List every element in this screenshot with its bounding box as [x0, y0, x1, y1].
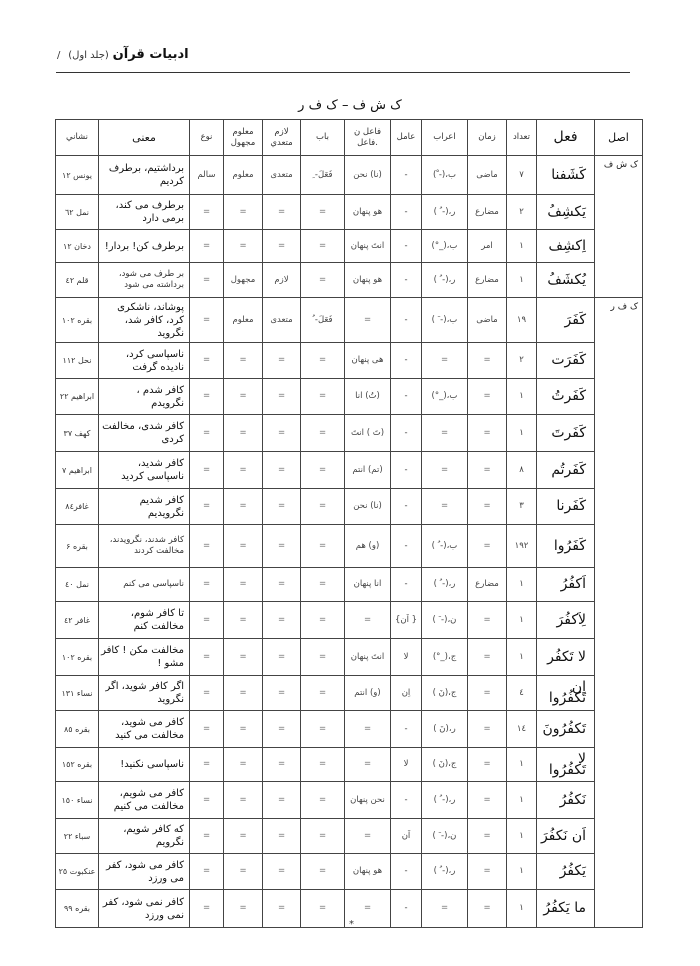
- pattern-cell: =: [301, 263, 345, 298]
- governor-cell: -: [391, 195, 422, 230]
- governor-cell: لا: [391, 639, 422, 676]
- col-pattern: باب: [301, 120, 345, 156]
- tense-cell: =: [468, 379, 507, 415]
- reference-cell: بقره ١٠٢: [56, 639, 99, 676]
- count-cell: ٤: [507, 676, 537, 711]
- voice-cell: =: [224, 748, 263, 782]
- table-row: [56, 489, 643, 525]
- verb-cell: اِن تَكفُرُوا: [537, 676, 595, 711]
- subject-cell: انتَ پنهان: [345, 230, 391, 263]
- tense-cell: =: [468, 525, 507, 568]
- type-cell: =: [190, 748, 224, 782]
- subject-cell: هو پنهان: [345, 854, 391, 890]
- inflection-cell: ب،(- ُ ): [422, 525, 468, 568]
- pattern-cell: =: [301, 602, 345, 639]
- reference-cell: غافر٨٤: [56, 489, 99, 525]
- voice-cell: =: [224, 415, 263, 452]
- tense-cell: =: [468, 890, 507, 928]
- count-cell: ١: [507, 568, 537, 602]
- table-row: [56, 415, 643, 452]
- reference-cell: نحل ١١٢: [56, 343, 99, 379]
- col-count: تعداد: [507, 120, 537, 156]
- pattern-cell: =: [301, 195, 345, 230]
- count-cell: ١: [507, 379, 537, 415]
- tense-cell: =: [468, 452, 507, 489]
- tense-cell: =: [468, 676, 507, 711]
- pattern-cell: فَعَلَ- ُ: [301, 298, 345, 343]
- meaning-cell: کافر می شود، کفر می ورزد: [99, 854, 190, 890]
- inflection-cell: ج،(_°): [422, 639, 468, 676]
- count-cell: ١: [507, 819, 537, 854]
- reference-cell: غافر ٤٢: [56, 602, 99, 639]
- inflection-cell: ر،(- ُ ): [422, 854, 468, 890]
- verb-cell: اِكشِف: [537, 230, 595, 263]
- reference-cell: ابراهیم ٢٢: [56, 379, 99, 415]
- table-row: [56, 711, 643, 748]
- tense-cell: =: [468, 415, 507, 452]
- inflection-cell: ر،(نَ ): [422, 711, 468, 748]
- governor-cell: -: [391, 854, 422, 890]
- reference-cell: قلم ٤٢: [56, 263, 99, 298]
- count-cell: ١: [507, 415, 537, 452]
- type-cell: =: [190, 489, 224, 525]
- meaning-cell: ناسپاسی نکنید!: [99, 748, 190, 782]
- subject-cell: هو پنهان: [345, 263, 391, 298]
- voice-cell: =: [224, 452, 263, 489]
- pattern-cell: =: [301, 525, 345, 568]
- col-subject: فاعل ن .فاعل: [345, 120, 391, 156]
- subject-cell: (نا) نحن: [345, 156, 391, 195]
- transitivity-cell: =: [263, 676, 301, 711]
- voice-cell: معلوم: [224, 298, 263, 343]
- table-row: [56, 602, 643, 639]
- tense-cell: مضارع: [468, 568, 507, 602]
- inflection-cell: =: [422, 489, 468, 525]
- tense-cell: =: [468, 854, 507, 890]
- col-transitivity: لازم متعدي: [263, 120, 301, 156]
- meaning-cell: تا کافر شوم، مخالفت کنم: [99, 602, 190, 639]
- table-row: [56, 452, 643, 489]
- transitivity-cell: =: [263, 525, 301, 568]
- meaning-cell: کافر شدی، مخالفت کردی: [99, 415, 190, 452]
- type-cell: =: [190, 230, 224, 263]
- table-row: [56, 819, 643, 854]
- pattern-cell: =: [301, 415, 345, 452]
- voice-cell: =: [224, 782, 263, 819]
- governor-cell: -: [391, 415, 422, 452]
- page-mark: /: [57, 50, 61, 61]
- table-row: [56, 782, 643, 819]
- governor-cell: { اَن}: [391, 602, 422, 639]
- voice-cell: =: [224, 379, 263, 415]
- inflection-cell: ب،(_°): [422, 230, 468, 263]
- voice-cell: =: [224, 489, 263, 525]
- meaning-cell: که کافر شویم، نگرویم: [99, 819, 190, 854]
- verb-cell: اَن نَكفُرَ: [537, 819, 595, 854]
- reference-cell: دخان ١٢: [56, 230, 99, 263]
- verb-cell: اَكفُرُ: [537, 568, 595, 602]
- voice-cell: =: [224, 525, 263, 568]
- inflection-cell: ن،(- َ ): [422, 602, 468, 639]
- inflection-cell: ن،(- َ ): [422, 819, 468, 854]
- transitivity-cell: =: [263, 602, 301, 639]
- meaning-cell: کافر شدیم نگرویدیم: [99, 489, 190, 525]
- meaning-cell: پوشاند، ناشکری کرد، کافر شد، نگروید: [99, 298, 190, 343]
- reference-cell: نساء ١٥٠: [56, 782, 99, 819]
- subject-cell: =: [345, 711, 391, 748]
- col-tense: زمان: [468, 120, 507, 156]
- tense-cell: امر: [468, 230, 507, 263]
- transitivity-cell: =: [263, 379, 301, 415]
- governor-cell: -: [391, 525, 422, 568]
- type-cell: =: [190, 525, 224, 568]
- verb-cell: ما يَكفُرُ: [537, 890, 595, 928]
- governor-cell: -: [391, 452, 422, 489]
- count-cell: ٢: [507, 343, 537, 379]
- transitivity-cell: =: [263, 452, 301, 489]
- meaning-cell: کافر شدند، نگرویدند، مخالفت کردند: [99, 525, 190, 568]
- table-row: [56, 263, 643, 298]
- subject-cell: =: [345, 602, 391, 639]
- type-cell: =: [190, 602, 224, 639]
- type-cell: =: [190, 568, 224, 602]
- transitivity-cell: =: [263, 711, 301, 748]
- running-header: [57, 47, 189, 62]
- reference-cell: بقره ٩٩: [56, 890, 99, 928]
- table-row: [56, 298, 643, 343]
- type-cell: سالم: [190, 156, 224, 195]
- verb-cell: كَفَرَت: [537, 343, 595, 379]
- count-cell: ١٩: [507, 298, 537, 343]
- governor-cell: -: [391, 711, 422, 748]
- subject-cell: (تُ) انا: [345, 379, 391, 415]
- tense-cell: مضارع: [468, 263, 507, 298]
- meaning-cell: برطرف می کند، برمی دارد: [99, 195, 190, 230]
- transitivity-cell: متعدی: [263, 298, 301, 343]
- col-reference: نشاني: [56, 120, 99, 156]
- tense-cell: ماضی: [468, 156, 507, 195]
- meaning-cell: کافر نمی شود، کفر نمی ورزد: [99, 890, 190, 928]
- verb-cell: كَفَرتَ: [537, 415, 595, 452]
- tense-cell: =: [468, 639, 507, 676]
- inflection-cell: ج،(نَ ): [422, 676, 468, 711]
- type-cell: =: [190, 890, 224, 928]
- pattern-cell: =: [301, 711, 345, 748]
- transitivity-cell: =: [263, 819, 301, 854]
- count-cell: ١: [507, 782, 537, 819]
- governor-cell: -: [391, 156, 422, 195]
- reference-cell: عنکبوت ٢٥: [56, 854, 99, 890]
- inflection-cell: ج،(نَ ): [422, 748, 468, 782]
- col-meaning: معنی: [99, 120, 190, 156]
- subject-cell: =: [345, 298, 391, 343]
- meaning-cell: کافر می شوید، مخالفت می کنید: [99, 711, 190, 748]
- volume-label: (جلد اول): [68, 50, 109, 61]
- verb-cell: يَكشِفُ: [537, 195, 595, 230]
- verb-table: [55, 119, 643, 928]
- pattern-cell: =: [301, 854, 345, 890]
- transitivity-cell: =: [263, 343, 301, 379]
- verb-cell: كَفَرَ: [537, 298, 595, 343]
- reference-cell: نمل ٤٠: [56, 568, 99, 602]
- tense-cell: =: [468, 748, 507, 782]
- voice-cell: =: [224, 676, 263, 711]
- governor-cell: -: [391, 379, 422, 415]
- inflection-cell: ر،(- ُ ): [422, 263, 468, 298]
- count-cell: ٨: [507, 452, 537, 489]
- pattern-cell: =: [301, 379, 345, 415]
- count-cell: ١: [507, 639, 537, 676]
- table-row: [56, 676, 643, 711]
- voice-cell: =: [224, 343, 263, 379]
- governor-cell: اِن: [391, 676, 422, 711]
- type-cell: =: [190, 298, 224, 343]
- voice-cell: =: [224, 890, 263, 928]
- transitivity-cell: =: [263, 639, 301, 676]
- inflection-cell: =: [422, 452, 468, 489]
- voice-cell: =: [224, 568, 263, 602]
- voice-cell: =: [224, 711, 263, 748]
- governor-cell: -: [391, 489, 422, 525]
- type-cell: =: [190, 452, 224, 489]
- voice-cell: معلوم: [224, 156, 263, 195]
- voice-cell: =: [224, 602, 263, 639]
- transitivity-cell: =: [263, 489, 301, 525]
- pattern-cell: =: [301, 819, 345, 854]
- table-row: [56, 525, 643, 568]
- subject-cell: نحن پنهان: [345, 782, 391, 819]
- col-verb: فعل: [537, 120, 595, 156]
- inflection-cell: ب،(- َ ): [422, 298, 468, 343]
- type-cell: =: [190, 639, 224, 676]
- meaning-cell: ناسپاسی می کنم: [99, 568, 190, 602]
- meaning-cell: کافر شدم ، نگرویدم: [99, 379, 190, 415]
- subject-cell: (نا) نحن: [345, 489, 391, 525]
- count-cell: ١: [507, 890, 537, 928]
- pattern-cell: =: [301, 748, 345, 782]
- subject-cell: هی پنهان: [345, 343, 391, 379]
- transitivity-cell: لازم: [263, 263, 301, 298]
- root-cell: ک ش ف: [595, 156, 643, 298]
- table-row: [56, 379, 643, 415]
- tense-cell: مضارع: [468, 195, 507, 230]
- verb-cell: كَفَرنا: [537, 489, 595, 525]
- tense-cell: =: [468, 602, 507, 639]
- transitivity-cell: =: [263, 782, 301, 819]
- count-cell: ٣: [507, 489, 537, 525]
- voice-cell: مجهول: [224, 263, 263, 298]
- meaning-cell: بر طرف می شود، برداشته می شود: [99, 263, 190, 298]
- governor-cell: -: [391, 568, 422, 602]
- table-row: [56, 156, 643, 195]
- table-row: [56, 639, 643, 676]
- subject-cell: (و) انتم: [345, 676, 391, 711]
- governor-cell: -: [391, 263, 422, 298]
- meaning-cell: مخالفت مکن ! کافر مشو !: [99, 639, 190, 676]
- governor-cell: -: [391, 298, 422, 343]
- reference-cell: بقره ١٠٢: [56, 298, 99, 343]
- type-cell: =: [190, 263, 224, 298]
- table-row: [56, 230, 643, 263]
- pattern-cell: =: [301, 782, 345, 819]
- pattern-cell: =: [301, 568, 345, 602]
- subject-cell: =: [345, 890, 391, 928]
- pattern-cell: =: [301, 639, 345, 676]
- tense-cell: =: [468, 819, 507, 854]
- count-cell: ١: [507, 230, 537, 263]
- pattern-cell: =: [301, 230, 345, 263]
- subject-cell: هو پنهان: [345, 195, 391, 230]
- verb-cell: كَفَرتُم: [537, 452, 595, 489]
- voice-cell: =: [224, 195, 263, 230]
- governor-cell: -: [391, 890, 422, 928]
- governor-cell: اَن: [391, 819, 422, 854]
- pattern-cell: =: [301, 890, 345, 928]
- voice-cell: =: [224, 854, 263, 890]
- table-row: [56, 568, 643, 602]
- count-cell: ٢: [507, 195, 537, 230]
- subject-cell: (و) هم: [345, 525, 391, 568]
- verb-cell: كَشَفنا: [537, 156, 595, 195]
- table-row: [56, 343, 643, 379]
- transitivity-cell: متعدی: [263, 156, 301, 195]
- pattern-cell: =: [301, 343, 345, 379]
- tense-cell: =: [468, 711, 507, 748]
- verb-cell: لِاَكفُرَ: [537, 602, 595, 639]
- pattern-cell: =: [301, 452, 345, 489]
- type-cell: =: [190, 782, 224, 819]
- type-cell: =: [190, 343, 224, 379]
- governor-cell: -: [391, 782, 422, 819]
- pattern-cell: =: [301, 489, 345, 525]
- type-cell: =: [190, 854, 224, 890]
- verb-cell: نَكفُرُ: [537, 782, 595, 819]
- section-title: ک ش ف – ک ف ر: [298, 98, 402, 113]
- inflection-cell: =: [422, 343, 468, 379]
- inflection-cell: ر،(- ُ ): [422, 782, 468, 819]
- voice-cell: =: [224, 819, 263, 854]
- table-row: [56, 195, 643, 230]
- meaning-cell: کافر شدید، ناسپاسی کردید: [99, 452, 190, 489]
- col-voice: معلوم مجهول: [224, 120, 263, 156]
- subject-cell: انا پنهان: [345, 568, 391, 602]
- inflection-cell: ب،(- ْ): [422, 156, 468, 195]
- reference-cell: نساء ١٣١: [56, 676, 99, 711]
- transitivity-cell: =: [263, 854, 301, 890]
- subject-cell: (تَ ) انتَ: [345, 415, 391, 452]
- verb-cell: لا تَكفُر: [537, 639, 595, 676]
- count-cell: ١: [507, 748, 537, 782]
- verb-cell: يُكشَفُ: [537, 263, 595, 298]
- type-cell: =: [190, 676, 224, 711]
- verb-cell: يَكفُرُ: [537, 854, 595, 890]
- reference-cell: بقره ۶: [56, 525, 99, 568]
- verb-cell: تَكفُرُونَ: [537, 711, 595, 748]
- governor-cell: -: [391, 343, 422, 379]
- type-cell: =: [190, 379, 224, 415]
- tense-cell: =: [468, 489, 507, 525]
- root-cell: ک ف ر: [595, 298, 643, 928]
- reference-cell: یونس ١٢: [56, 156, 99, 195]
- transitivity-cell: =: [263, 890, 301, 928]
- count-cell: ٧: [507, 156, 537, 195]
- inflection-cell: =: [422, 415, 468, 452]
- reference-cell: بقره ١٥٢: [56, 748, 99, 782]
- reference-cell: کهف ٣٧: [56, 415, 99, 452]
- reference-cell: بقره ٨٥: [56, 711, 99, 748]
- col-governor: عامل: [391, 120, 422, 156]
- verb-cell: لا تَكفُرُوا: [537, 748, 595, 782]
- type-cell: =: [190, 711, 224, 748]
- table-row: [56, 748, 643, 782]
- pattern-cell: فَعَلَ- ِ: [301, 156, 345, 195]
- reference-cell: نمل ٦٢: [56, 195, 99, 230]
- meaning-cell: اگر کافر شوید، اگر نگروید: [99, 676, 190, 711]
- transitivity-cell: =: [263, 230, 301, 263]
- meaning-cell: کافر می شویم، مخالفت می کنیم: [99, 782, 190, 819]
- table-row: [56, 854, 643, 890]
- governor-cell: لا: [391, 748, 422, 782]
- transitivity-cell: =: [263, 568, 301, 602]
- count-cell: ١: [507, 854, 537, 890]
- inflection-cell: =: [422, 890, 468, 928]
- verb-cell: كَفَرتُ: [537, 379, 595, 415]
- subject-cell: (تم) انتم: [345, 452, 391, 489]
- meaning-cell: برداشتیم، برطرف کردیم: [99, 156, 190, 195]
- subject-cell: =: [345, 819, 391, 854]
- type-cell: =: [190, 195, 224, 230]
- col-inflection: اعراب: [422, 120, 468, 156]
- header-rule: [56, 72, 630, 73]
- voice-cell: =: [224, 639, 263, 676]
- governor-cell: -: [391, 230, 422, 263]
- meaning-cell: برطرف کن! بردار!: [99, 230, 190, 263]
- type-cell: =: [190, 819, 224, 854]
- count-cell: ١: [507, 602, 537, 639]
- table-body: [56, 156, 643, 928]
- transitivity-cell: =: [263, 415, 301, 452]
- tense-cell: =: [468, 782, 507, 819]
- reference-cell: ابراهیم ٧: [56, 452, 99, 489]
- reference-cell: سباء ٢٢: [56, 819, 99, 854]
- count-cell: ١٩٢: [507, 525, 537, 568]
- subject-cell: انتَ پنهان: [345, 639, 391, 676]
- tense-cell: =: [468, 343, 507, 379]
- table-header-row: [56, 120, 643, 156]
- transitivity-cell: =: [263, 195, 301, 230]
- col-type: نوع: [190, 120, 224, 156]
- count-cell: ١: [507, 263, 537, 298]
- inflection-cell: ر،(- ُ ): [422, 195, 468, 230]
- inflection-cell: ر،(- ُ ): [422, 568, 468, 602]
- subject-cell: =: [345, 748, 391, 782]
- meaning-cell: ناسپاسی کرد، نادیده گرفت: [99, 343, 190, 379]
- count-cell: ١٤: [507, 711, 537, 748]
- book-title: ادبیات قرآن: [112, 47, 189, 62]
- verb-cell: كَفَرُوا: [537, 525, 595, 568]
- voice-cell: =: [224, 230, 263, 263]
- pattern-cell: =: [301, 676, 345, 711]
- tense-cell: ماضی: [468, 298, 507, 343]
- footer-asterisk: *: [349, 919, 354, 930]
- transitivity-cell: =: [263, 748, 301, 782]
- type-cell: =: [190, 415, 224, 452]
- col-root: اصل: [595, 120, 643, 156]
- inflection-cell: ب،(_°): [422, 379, 468, 415]
